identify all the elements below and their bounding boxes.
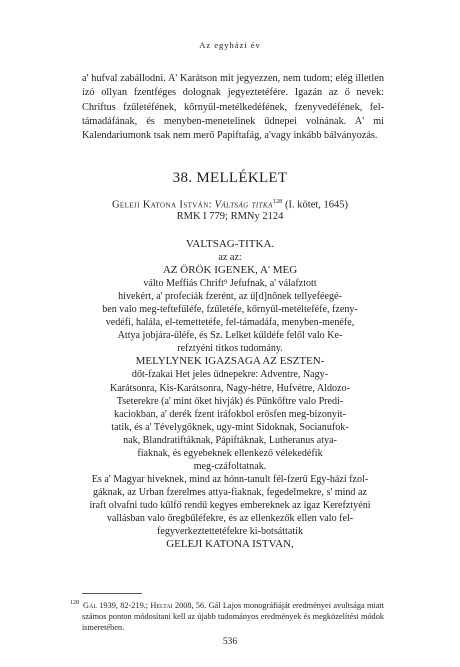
footnote-number: 128 xyxy=(70,600,79,606)
transcript-line: válto Meffiás Chrift⁹ Jefufnak, a' válafztott xyxy=(143,278,317,290)
transcript-line: meg-czáfoltatnak. xyxy=(193,460,267,472)
transcript-line: refztyéni titkos tudomány. xyxy=(177,343,283,355)
footnote-lead: Gál 1939, 82-219.; Heltai 2008, 56. xyxy=(83,600,207,610)
running-head: Az egyházi év xyxy=(199,40,261,50)
transcript-line: VALTSAG-TITKA. xyxy=(185,238,275,250)
footnote-reference: 128 xyxy=(272,198,283,205)
transcript-line: tatik, és a' Tévelygőknek, ugy-mint Sidoknak, Socianufok- xyxy=(111,421,349,433)
transcript-line: ben valo meg-teftefűléfe, fzűletéfe, kőrnyűl-metélteféfe, fzeny- xyxy=(102,304,358,316)
transcript-line: GELEJI KATONA ISTVAN, xyxy=(166,538,294,551)
transcript-line: fiaknak, és egyebeknek ellenkező vélekedéfik xyxy=(137,447,323,459)
intro-text: a' hufval zabállodni. A' Karátson mit jegyezzen, nem tudom; elég illetlen ízó ollyan fzentféges dolognak jegyeztetéfére. Igazán az ő nevek: Chriftus fzűletéfének, kőrnyűl-metélkedéfének, fzenyvedéfének, fel-támadáfának, és menyben-menetelinek űdnepei volnának. A' mi Kalendariumonk tsak nem merő Papiftafág, a'vagy inkább bálványozás. xyxy=(82,73,384,142)
footnote-text: Gál Lajos monográfiáját eredményei avultsága miatt számos ponton módosítani kell az újabb tudományos eredmények és megközelítési módok ismeretében. xyxy=(82,600,384,632)
transcript-line: vedéfi, halála, el-temettetéfe, fel-támadáfa, menyben-menéfe, xyxy=(105,317,355,329)
transcript-line: MELYLYNEK IGAZSAGA AZ ESZTEN- xyxy=(135,355,325,368)
transcript-line: vallásban valo őregbűléfekre, és az ellenkezők ellen valo fel- xyxy=(106,512,354,524)
source-author: Geleji Katona István: xyxy=(111,199,212,211)
transcript-line: gáknak, az Urban fzerelmes attya-fiaknak, fegedelmekre, s' mind az xyxy=(93,486,367,498)
transcript-line: AZ ÖRÖK IGENEK, A' MEG xyxy=(162,264,298,277)
transcript-line: fegyverkeztettetéfekre ki-botsáttatik xyxy=(156,526,303,538)
source-catalog: RMK I 779; RMNy 2124 xyxy=(176,211,284,222)
transcript-line: Es a' Magyar hiveknek, mind az hónn-tanult fél-fzerű Egy-házi fzol- xyxy=(91,473,369,485)
transcript-line: hivekért, a' profeciák fzerént, az ű[d]nőnek tellyeféegé- xyxy=(118,291,342,303)
page-number: 536 xyxy=(222,637,238,647)
source-volume: (I. kötet, 1645) xyxy=(285,199,349,211)
transcript-line: Tseterekre (a' mint őket hivják) és Pűnkőftre valo Predi- xyxy=(116,395,344,407)
section-title: 38. MELLÉKLET xyxy=(172,170,288,186)
source-work-title: Váltság titka xyxy=(214,199,273,211)
title-page-transcript xyxy=(70,238,390,551)
footnote-divider xyxy=(82,593,142,594)
transcript-line: nak, Blandratiftáknak, Pápiftáknak, Lutheranus atya- xyxy=(123,434,337,446)
intro-paragraph xyxy=(82,72,384,143)
transcript-line: dőt-fzakai Het jeles űdnepekre: Adventre, Nagy- xyxy=(131,369,329,381)
transcript-line: Attya jobjára-űléfe, és Sz. Lelket kűldéfe felől valo Ke- xyxy=(117,330,343,342)
transcript-line: iraft olvafni tudo kűlfő rendű kegyes embereknek az igaz Kerefztyéni xyxy=(89,499,371,511)
transcript-line: az az: xyxy=(218,252,242,264)
transcript-line: kaciokban, a' derék fzent iráfokbol erősfen meg-bizonyit- xyxy=(114,408,346,420)
footnote xyxy=(70,598,384,633)
transcript-line: Karátsonra, Kis-Karátsonra, Nagy-hétre, Hufvétre, Aldozo- xyxy=(110,382,350,394)
